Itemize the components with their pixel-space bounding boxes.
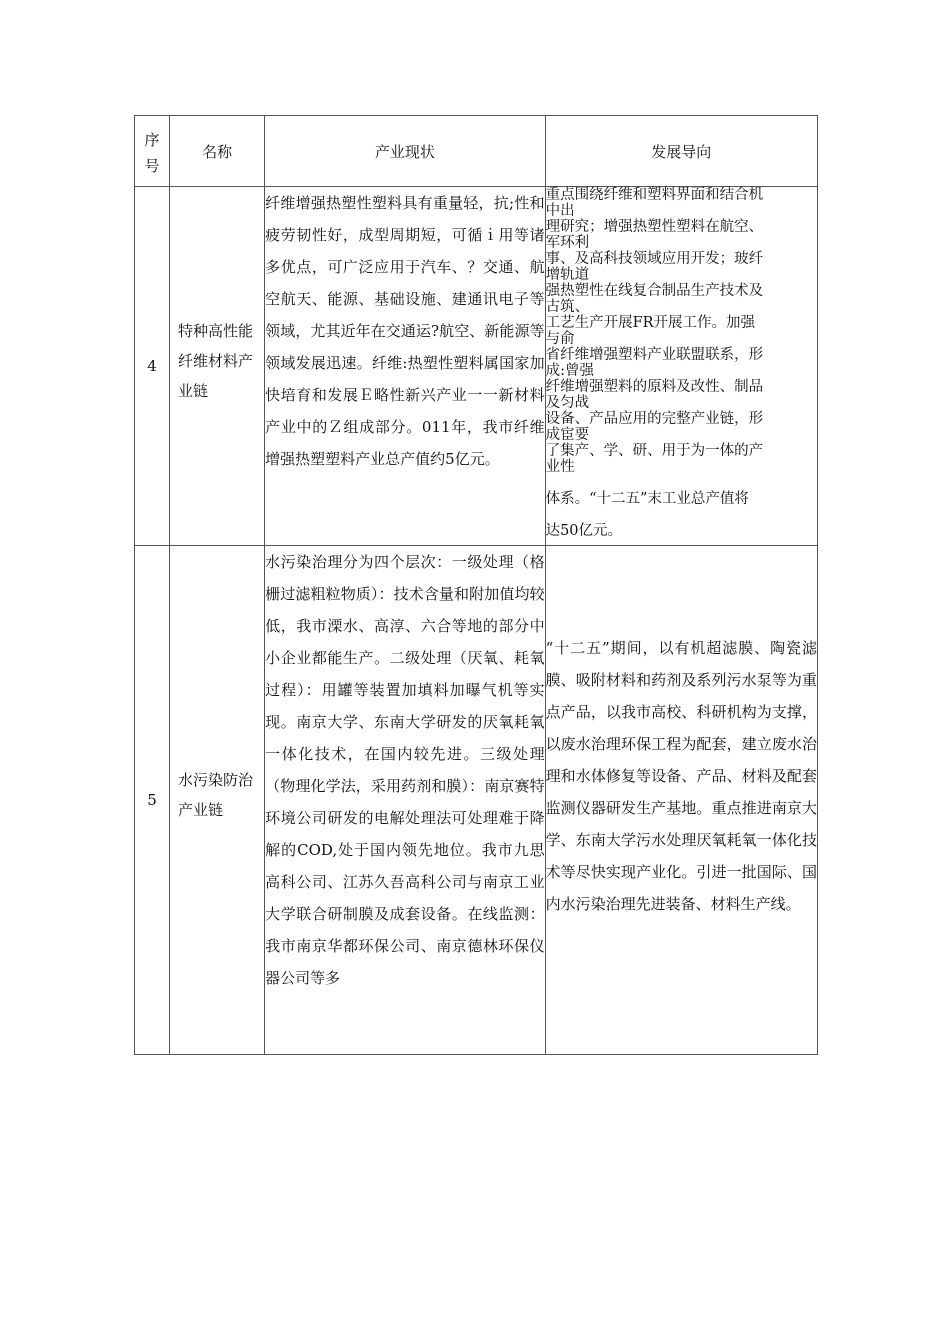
direction-line: 理研究；增强热塑性塑料在航空、: [545, 219, 764, 235]
direction-line: 与俞: [545, 331, 575, 347]
direction-line: 重点围绕纤维和塑料界面和结合机: [545, 187, 764, 203]
direction-line: 事、及高科技领域应用开发；玻纤: [545, 251, 764, 267]
row-status: 水污染治理分为四个层次：一级处理（格栅过滤粗粒物质）：技术含量和附加值均较低，我市溧水、高淳、六合等地的部分中小企业都能生产。二级处理（厌氧、耗氧过程）：用罐等装置加填料加曝气机等实现。南京大学、东南大学研发的厌氧耗氧一体化技术，在国内较先进。三级处理（物理化学法，采用药剂和膜）：南京赛特环境公司研发的电解处理法可处理难于降解的COD,处于国内领先地位。我市九思高科公司、江苏久吾高科公司与南京工业大学联合研制膜及成套设备。在线监测：我市南京华都环保公司、南京德林环保仪器公司等多: [265, 546, 545, 1055]
row-name-line: 产业链: [178, 801, 224, 819]
direction-line: 成宦要: [545, 427, 590, 443]
header-no: [135, 116, 170, 187]
row-direction-text: “十二五”期间，以有机超滤膜、陶瓷滤膜、吸附材料和药剂及系列污水泵等为重点产品，以我市高校、科研机构为支撑，以废水治理环保工程为配套，建立废水治理和水体修复等设备、产品、材料及配套监测仪器研发生产基地。重点推进南京大学、东南大学污水处理厌氧耗氧一体化技术等尽快实现产业化。引进一批国际、国内水污染治理先进装备、材料生产线。: [545, 639, 817, 913]
direction-line: 中出: [545, 203, 575, 219]
direction-line: 工艺生产开展FR开展工作。加强: [545, 315, 756, 331]
direction-line: 纤维增强塑料的原料及改性、制品: [545, 379, 764, 395]
direction-line: 成:曾强: [545, 363, 594, 379]
industry-table: [134, 115, 818, 1055]
row-name: [170, 187, 265, 546]
direction-line: 设备、产品应用的完整产业链，形: [545, 411, 764, 427]
row-status: 纤维增强热塑性塑料具有重量轻，抗;性和疲劳韧性好，成型周期短，可循ｉ用等诸多优点，可广泛应用于汽车、？交通、航空航天、能源、基础设施、建通讯电子等领域，尤其近年在交通运?航空、新能源等领域发展迅速。纤维:热塑性塑料属国家加快培育和发展Ｅ略性新兴产业一一新材料产业中的Ｚ组成部分。011年，我市纤维增强热塑塑料产业总产值约5亿元。: [265, 187, 545, 546]
row-name-line: 水污染防治: [178, 771, 254, 789]
header-name: 名称: [170, 116, 265, 187]
row-number: 5: [135, 546, 170, 1055]
direction-line: 达50亿元。: [545, 523, 623, 539]
header-no-top: 序: [144, 131, 160, 149]
row-direction: [545, 187, 817, 546]
row-name-line: 纤维材料产: [178, 352, 254, 370]
direction-line: 强热塑性在线复合制品生产技术及: [545, 283, 764, 299]
row-number: 4: [135, 187, 170, 546]
header-no-bottom: 号: [144, 157, 160, 175]
direction-line: 及匀战: [545, 395, 590, 411]
direction-line: 古筑、: [545, 299, 590, 315]
row-name: [170, 546, 265, 1055]
direction-line: 增轨道: [545, 267, 590, 283]
direction-line: 了集产、学、研、用于为一体的产: [545, 443, 764, 459]
table-row: [135, 187, 818, 546]
header-direction: 发展导向: [545, 116, 817, 187]
table-header-row: [135, 116, 818, 187]
direction-line: 业性: [545, 459, 575, 475]
row-name-line: 业链: [178, 382, 209, 400]
row-direction: [545, 546, 817, 1055]
table-row: [135, 546, 818, 1055]
direction-line: 体系。“十二五”末工业总产值将: [545, 491, 749, 507]
direction-line: 军环利: [545, 235, 590, 251]
direction-line: 省纤维增强塑料产业联盟联系，形: [545, 347, 764, 363]
header-status: 产业现状: [265, 116, 545, 187]
row-name-line: 特种高性能: [178, 322, 254, 340]
